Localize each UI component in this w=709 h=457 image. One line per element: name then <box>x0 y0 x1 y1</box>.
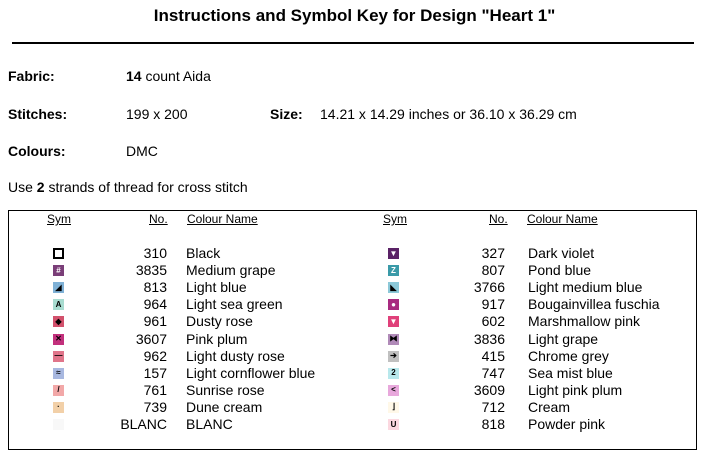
symbol-swatch-icon: ⌋ <box>388 402 399 413</box>
symbol-swatch-icon: A <box>53 299 64 310</box>
dmc-number: 813 <box>143 279 167 296</box>
symbol-swatch-icon: ▼ <box>389 248 398 258</box>
symbol-swatch-icon: · <box>53 402 64 413</box>
colour-name: Dark violet <box>528 245 595 261</box>
colour-name: BLANC <box>186 416 233 432</box>
colour-name: Black <box>186 245 221 261</box>
colour-name: Chrome grey <box>528 347 609 364</box>
dmc-number: 310 <box>143 245 167 261</box>
symbol-swatch-icon: 2 <box>388 368 399 379</box>
colour-name: Light blue <box>186 279 247 296</box>
page-title: Instructions and Symbol Key for Design "Heart 1" <box>153 6 556 25</box>
dmc-number: 602 <box>481 313 505 330</box>
stitches-value: 199 x 200 <box>126 106 188 122</box>
colour-name: Light sea green <box>186 296 283 313</box>
colour-name: Marshmallow pink <box>528 313 641 330</box>
dmc-number: 3609 <box>473 381 505 398</box>
thread-note <box>8 179 248 195</box>
fabric-value <box>126 68 211 84</box>
header-name-left: Colour Name <box>187 212 258 226</box>
colours-label: Colours: <box>8 143 66 159</box>
fabric-label: Fabric: <box>8 68 55 84</box>
size-label: Size: <box>270 106 303 122</box>
colour-name: Bougainvillea fuschia <box>528 296 660 313</box>
symbol-swatch-icon: / <box>53 385 64 396</box>
dmc-number: 747 <box>481 364 505 381</box>
colour-name: Dusty rose <box>186 313 253 330</box>
header-no-right: No. <box>489 212 508 226</box>
colour-name: Dune cream <box>186 398 263 415</box>
dmc-number: 3766 <box>473 279 505 296</box>
colour-name: Light grape <box>528 330 599 347</box>
header-name-right: Colour Name <box>527 212 598 226</box>
symbol-swatch-icon: ◢ <box>53 282 64 293</box>
dmc-number: 917 <box>481 296 505 313</box>
dmc-number: 415 <box>481 347 505 364</box>
colour-name: Sea mist blue <box>528 364 613 381</box>
colour-name: Light cornflower blue <box>186 364 316 381</box>
symbol-swatch-icon: U <box>388 419 399 430</box>
header-sym-right: Sym <box>383 212 407 226</box>
symbol-swatch-icon: ◆ <box>53 316 64 327</box>
colour-name: Pond blue <box>528 262 592 279</box>
symbol-swatch-icon: ✕ <box>53 334 64 345</box>
note-post: strands of thread for cross stitch <box>44 179 248 195</box>
dmc-number: 739 <box>143 398 167 415</box>
dmc-number: 157 <box>143 364 167 381</box>
strand-count: 2 <box>36 179 45 195</box>
symbol-swatch-icon: ◣ <box>388 282 399 293</box>
colour-name: Medium grape <box>186 262 276 279</box>
symbol-swatch-icon: # <box>53 265 64 276</box>
dmc-number: 961 <box>143 313 167 330</box>
colour-name: Light medium blue <box>528 279 643 296</box>
symbol-swatch-icon <box>53 248 64 259</box>
note-pre: Use <box>8 179 37 195</box>
fabric-type: count Aida <box>141 68 211 84</box>
stitches-label: Stitches: <box>8 106 68 122</box>
dmc-number: 327 <box>481 245 505 261</box>
header-no-left: No. <box>149 212 168 226</box>
colour-name: Cream <box>528 398 571 415</box>
symbol-swatch-icon: ≈ <box>53 368 64 379</box>
dmc-number: 761 <box>143 381 167 398</box>
dmc-number: 3607 <box>135 330 167 347</box>
header-sym-left: Sym <box>47 212 71 226</box>
title-underline <box>12 42 694 44</box>
dmc-number: 964 <box>143 296 167 313</box>
symbol-swatch-icon: ● <box>388 299 399 310</box>
dmc-number: 712 <box>481 398 505 415</box>
symbol-swatch-icon: Z <box>388 265 399 276</box>
colour-name: Pink plum <box>186 330 248 347</box>
dmc-number: BLANC <box>120 416 167 432</box>
symbol-swatch-icon: ▼ <box>389 316 398 326</box>
colour-name: Light pink plum <box>528 381 623 398</box>
colours-value: DMC <box>126 143 158 159</box>
dmc-number: 3835 <box>135 262 167 279</box>
colour-name: Light dusty rose <box>186 347 285 364</box>
dmc-number: 962 <box>143 347 167 364</box>
symbol-swatch-icon: ⧓ <box>389 334 398 343</box>
colour-name: Sunrise rose <box>186 381 265 398</box>
symbol-swatch-icon: ➔ <box>388 351 399 362</box>
dmc-number: 3836 <box>473 330 505 347</box>
fabric-count: 14 <box>126 68 142 84</box>
colour-name: Powder pink <box>528 416 606 432</box>
size-value: 14.21 x 14.29 inches or 36.10 x 36.29 cm <box>320 106 577 122</box>
dmc-number: 818 <box>481 416 505 432</box>
symbol-swatch-icon: — <box>54 351 63 361</box>
symbol-swatch-icon <box>53 419 64 430</box>
symbol-swatch-icon: < <box>388 385 399 396</box>
dmc-number: 807 <box>481 262 505 279</box>
